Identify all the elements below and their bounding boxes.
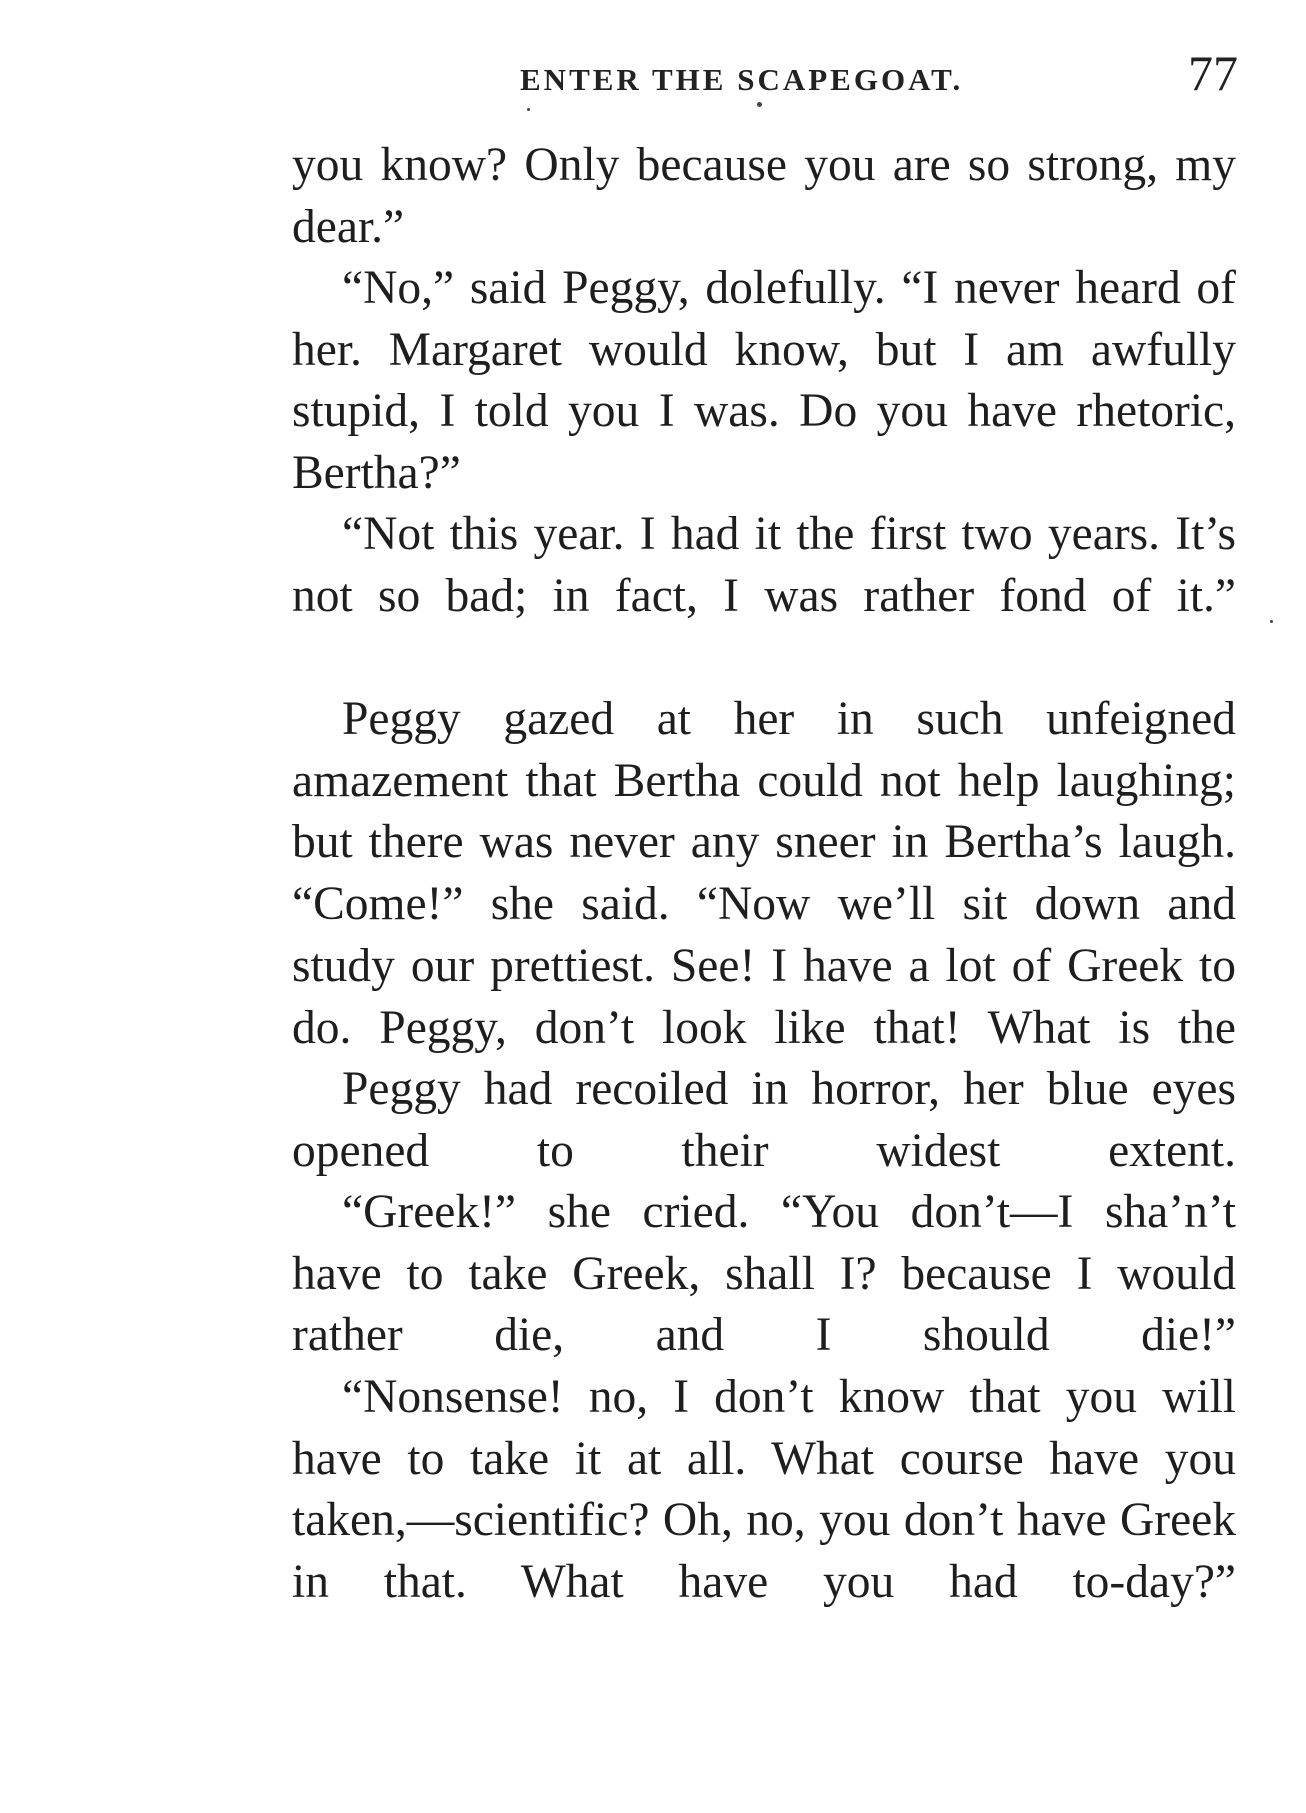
paragraph <box>292 689 1236 1059</box>
page-number: 77 <box>1188 45 1238 101</box>
paragraph <box>292 1367 1236 1614</box>
running-header <box>290 44 1238 104</box>
paragraph <box>292 504 1236 689</box>
print-speck <box>527 108 530 111</box>
paragraph-continuation <box>292 135 1236 258</box>
paragraph <box>292 1182 1236 1367</box>
print-speck <box>1270 620 1273 623</box>
paragraph-text: Peggy gazed at her in such unfeigned amazement that Bertha could not help laughing; but there was never any sneer in Bertha’s laugh. “Come!” she said. “Now we’ll sit down and study our prettiest. See! I have a lot of Greek to do. Peggy, don’t look like that! What is the <box>292 693 1236 1054</box>
paragraph-text: “Nonsense! no, I don’t know that you will have to take it at all. What course have you taken,—scientific? Oh, no, you don’t have Greek in that. What have you had to-day?” <box>292 1371 1236 1609</box>
print-speck <box>757 102 762 107</box>
paragraph-text: Peggy had recoiled in horror, her blue eyes opened to their widest extent. <box>292 1063 1236 1177</box>
body-text <box>292 135 1236 1614</box>
paragraph-text: “Greek!” she cried. “You don’t—I sha’n’t have to take Greek, shall I? because I would rather die, and I should die!” <box>292 1186 1236 1362</box>
paragraph-text: you know? Only because you are so strong, my dear.” <box>292 139 1236 253</box>
paragraph <box>292 258 1236 504</box>
paragraph <box>292 1059 1236 1182</box>
paragraph-text: “No,” said Peggy, dolefully. “I never heard of her. Margaret would know, but I am awfully stupid, I told you I was. Do you have rhetoric, Bertha?” <box>292 262 1236 500</box>
running-title: ENTER THE SCAPEGOAT. <box>520 62 964 97</box>
paragraph-text: “Not this year. I had it the first two years. It’s not so bad; in fact, I was rather fond of it.” <box>292 508 1236 622</box>
